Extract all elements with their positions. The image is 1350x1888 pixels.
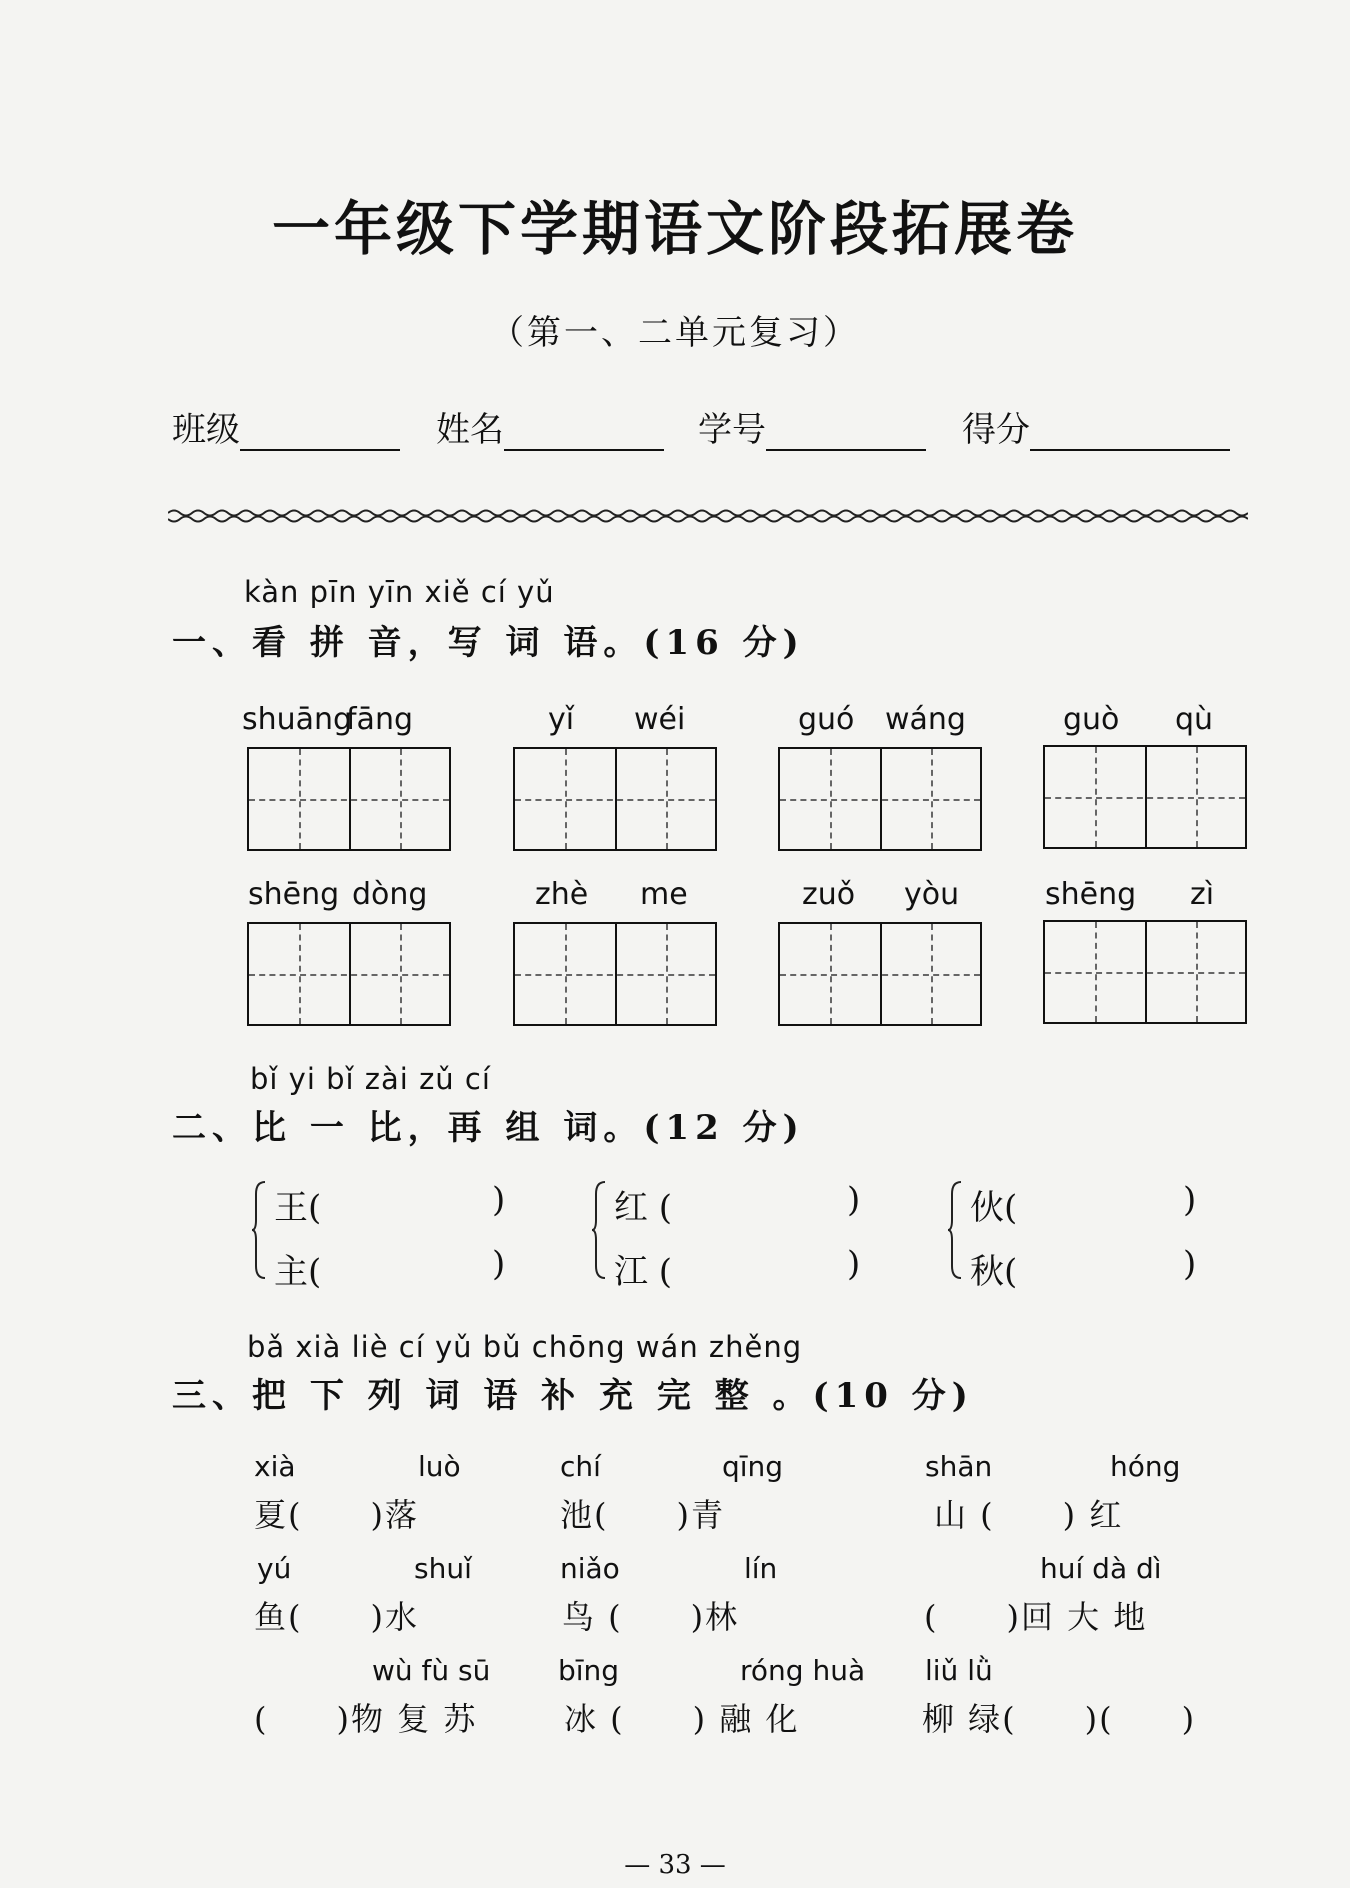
wavy-divider <box>168 508 1248 524</box>
q1-pinyin: kàn pīn yīn xiě cí yǔ <box>244 575 555 609</box>
compare-item[interactable]: 江 ( <box>614 1252 673 1292</box>
number-blank[interactable] <box>766 413 926 451</box>
score-field <box>962 402 1230 451</box>
q1-title: 一、看 拼 音，写 词 语。(16 分) <box>172 623 805 663</box>
compare-item[interactable]: 王( <box>274 1188 322 1228</box>
paren-close: ) <box>847 1180 861 1220</box>
writing-box[interactable] <box>1043 745 1247 849</box>
fill-item[interactable]: 夏( )落 <box>254 1496 419 1534</box>
fill-item[interactable]: 柳 绿( )( ) <box>922 1700 1197 1738</box>
pinyin-syllable: shēng <box>1045 877 1137 912</box>
pinyin-syllable: róng huà <box>740 1654 866 1687</box>
pinyin-syllable: niǎo <box>560 1552 620 1585</box>
pinyin-syllable: dòng <box>352 877 428 912</box>
score-label: 得分 <box>962 410 1030 450</box>
pinyin-syllable: yǐ <box>548 702 575 737</box>
fill-item[interactable]: ( )回 大 地 <box>924 1598 1148 1636</box>
pinyin-syllable: guò <box>1063 702 1120 737</box>
pinyin-syllable: zì <box>1190 877 1215 912</box>
pinyin-syllable: guó <box>798 702 855 737</box>
q2-pinyin: bǐ yi bǐ zài zǔ cí <box>250 1062 491 1096</box>
paren-close: ) <box>1183 1244 1197 1284</box>
name-blank[interactable] <box>504 413 664 451</box>
pinyin-syllable: luò <box>418 1450 461 1483</box>
brace-icon <box>592 1180 606 1280</box>
fill-item[interactable]: 鱼( )水 <box>254 1598 419 1636</box>
pinyin-syllable: hóng <box>1110 1450 1181 1483</box>
name-field <box>436 402 664 451</box>
score-blank[interactable] <box>1030 413 1230 451</box>
pinyin-syllable: bīng <box>558 1654 620 1687</box>
fill-item[interactable]: ( )物 复 苏 <box>254 1700 478 1738</box>
q3-pinyin: bǎ xià liè cí yǔ bǔ chōng wán zhěng <box>247 1330 803 1364</box>
pinyin-syllable: shēng <box>248 877 340 912</box>
brace-icon <box>252 1180 266 1280</box>
pinyin-syllable: qù <box>1175 702 1214 737</box>
compare-group <box>948 1180 1208 1290</box>
paren-close: ) <box>492 1244 506 1284</box>
pinyin-syllable: zhè <box>535 877 589 912</box>
page-number: — 33 — <box>624 1850 726 1880</box>
fill-item[interactable]: 池( )青 <box>560 1496 725 1534</box>
pinyin-syllable: qīng <box>722 1450 784 1483</box>
fill-item[interactable]: 山 ( ) 红 <box>934 1496 1124 1534</box>
compare-item[interactable]: 秋( <box>970 1252 1018 1292</box>
pinyin-syllable: shuǐ <box>414 1552 472 1585</box>
pinyin-syllable: wù fù sū <box>372 1654 491 1687</box>
fill-item[interactable]: 鸟 ( )林 <box>562 1598 740 1636</box>
pinyin-syllable: wéi <box>634 702 686 737</box>
paren-close: ) <box>847 1244 861 1284</box>
pinyin-syllable: xià <box>254 1450 296 1483</box>
writing-box[interactable] <box>247 922 451 1026</box>
class-blank[interactable] <box>240 413 400 451</box>
class-field <box>172 402 400 451</box>
pinyin-syllable: huí dà dì <box>1040 1552 1162 1585</box>
pinyin-syllable: fāng <box>346 702 414 737</box>
pinyin-syllable: shuāng <box>242 702 353 737</box>
page-subtitle: （第一、二单元复习） <box>490 313 860 353</box>
number-label: 学号 <box>698 410 766 450</box>
pinyin-syllable: zuǒ <box>802 877 856 912</box>
pinyin-syllable: wáng <box>885 702 966 737</box>
pinyin-syllable: chí <box>560 1450 601 1483</box>
pinyin-syllable: me <box>640 877 688 912</box>
writing-box[interactable] <box>247 747 451 851</box>
compare-item[interactable]: 伙( <box>970 1188 1018 1228</box>
q3-title: 三、把 下 列 词 语 补 充 完 整 。(10 分) <box>172 1376 974 1416</box>
pinyin-syllable: lín <box>744 1552 778 1585</box>
compare-item[interactable]: 红 ( <box>614 1188 673 1228</box>
compare-group <box>252 1180 512 1290</box>
compare-item[interactable]: 主( <box>274 1252 322 1292</box>
paren-close: ) <box>492 1180 506 1220</box>
pinyin-syllable: shān <box>925 1450 993 1483</box>
name-label: 姓名 <box>436 410 504 450</box>
brace-icon <box>948 1180 962 1280</box>
q2-title: 二、比 一 比，再 组 词。(12 分) <box>172 1108 805 1148</box>
pinyin-syllable: liǔ lǜ <box>925 1654 993 1687</box>
page-title: 一年级下学期语文阶段拓展卷 <box>271 195 1078 263</box>
number-field <box>698 402 926 451</box>
writing-box[interactable] <box>778 922 982 1026</box>
writing-box[interactable] <box>1043 920 1247 1024</box>
paren-close: ) <box>1183 1180 1197 1220</box>
pinyin-syllable: yú <box>257 1552 292 1585</box>
pinyin-syllable: yòu <box>904 877 960 912</box>
writing-box[interactable] <box>513 922 717 1026</box>
compare-group <box>592 1180 872 1290</box>
writing-box[interactable] <box>778 747 982 851</box>
fill-item[interactable]: 冰 ( ) 融 化 <box>564 1700 800 1738</box>
class-label: 班级 <box>172 410 240 450</box>
writing-box[interactable] <box>513 747 717 851</box>
